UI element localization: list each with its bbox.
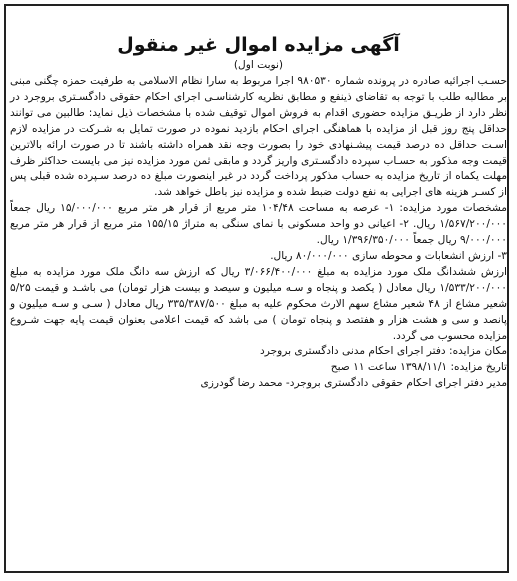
auction-date: تاریخ مزایده: ۱۳۹۸/۱۱/۱ ساعت ۱۱ صبح: [330, 361, 507, 374]
notice-title: آگهی مزایده اموال غیر منقول: [117, 34, 400, 56]
notice-body: [10, 10, 507, 392]
notice-subtitle: (نوبت اول): [233, 59, 284, 71]
valuation-paragraph: ارزش ششدانگ ملک مورد مزایده به مبلغ ۳/۰۶۶/۴۰۰/۰۰۰ ریال که ارزش سه دانگ ملک مورد مزایده به مبلغ ۱/۵۳۳/۲۰۰/۰۰۰ ریال معادل ( یکصد و پنجاه و سـه میلیون و سیصد و بیست هزار تومان) می باشـد و قیمت ۵/۲۵ شعیر مشاع از ۴۸ شعیر مشاع سهم الارث محکوم علیه به مبلغ ۳۳۵/۳۸۷/۵۰۰ ریال معادل ( سـی و سـه میلیون و پانصد و سی و هشت هزار و هفتصد و پنجاه تومان ) می باشد که قیمت اعلامی بعنوان قیمت پایه جهت شـروع مزایده محسوب می گردد.: [10, 265, 507, 342]
auction-location: مکان مزایده: دفتر اجرای احکام مدنی دادگستری بروجرد: [260, 345, 507, 358]
specs-item-3: ۳- ارزش انشعابات و محوطه سازی ۸۰/۰۰۰/۰۰۰ ریال.: [270, 249, 507, 262]
intro-paragraph: حسـب اجرائیه صادره در پرونده شماره ۹۸۰۵۳۰ اجرا مربوط به سارا نظام الاسلامی به طرفیت حمزه چگنی مبنی بر مطالبه طلب با توجه به تقاضای ذینفع و مطابق نظریه کارشناسـی اجرای احکام حقوقی دادگسـتری بروجرد در نظر دارد از طریـق مزایده حضوری اقدام به فروش اموال توقیف شده با مشخصات ذیل نماید: طالبین می توانند حداقل پنج روز قبل از مزایده با هماهنگی اجرای احکام بازدید نموده در صورت تمایل به شـرکت در مزایده لازم اسـت حداقل ده درصد قیمت پیشـنهادی خود را بصورت وجه نقد همراه داشته باشند تا در صورت ارائه بالاترین قیمت وجه مذکور به حسـاب سپرده دادگسـتری واریز گردد و مابقی ثمن مورد مزایده نیز می بایست حداکثر ظرف مهلت یکماه از تاریخ مزایده به حساب مذکور پرداخت گردد در غیر اینصورت مبلغ ده درصد سـپرده شده قبلی پس از کسـر هزینه های اجرایی به نفع دولت ضبط شده و مزایده نیز باطل خواهد شد.: [10, 75, 507, 199]
specs-paragraph: مشخصات مورد مزایده: ۱- عرصه به مساحت ۱۰۴/۴۸ متر مربع از قرار هر متر مربع ۱۵/۰۰۰/۰۰۰ ریال جمعاً ۱/۵۶۷/۲۰۰/۰۰۰ ریال. ۲- اعیانی دو واحد مسکونی با نمای سنگی به متراژ ۱۵۵/۱۵ متر مربع از قرار هر متر مربع ۹/۰۰۰/۰۰۰ ریال جمعاً ۱/۳۹۶/۳۵۰/۰۰۰ ریال.: [10, 202, 507, 247]
signature: مدیر دفتر اجرای احکام حقوقی دادگستری بروجرد- محمد رضا گودرزی: [200, 377, 507, 390]
